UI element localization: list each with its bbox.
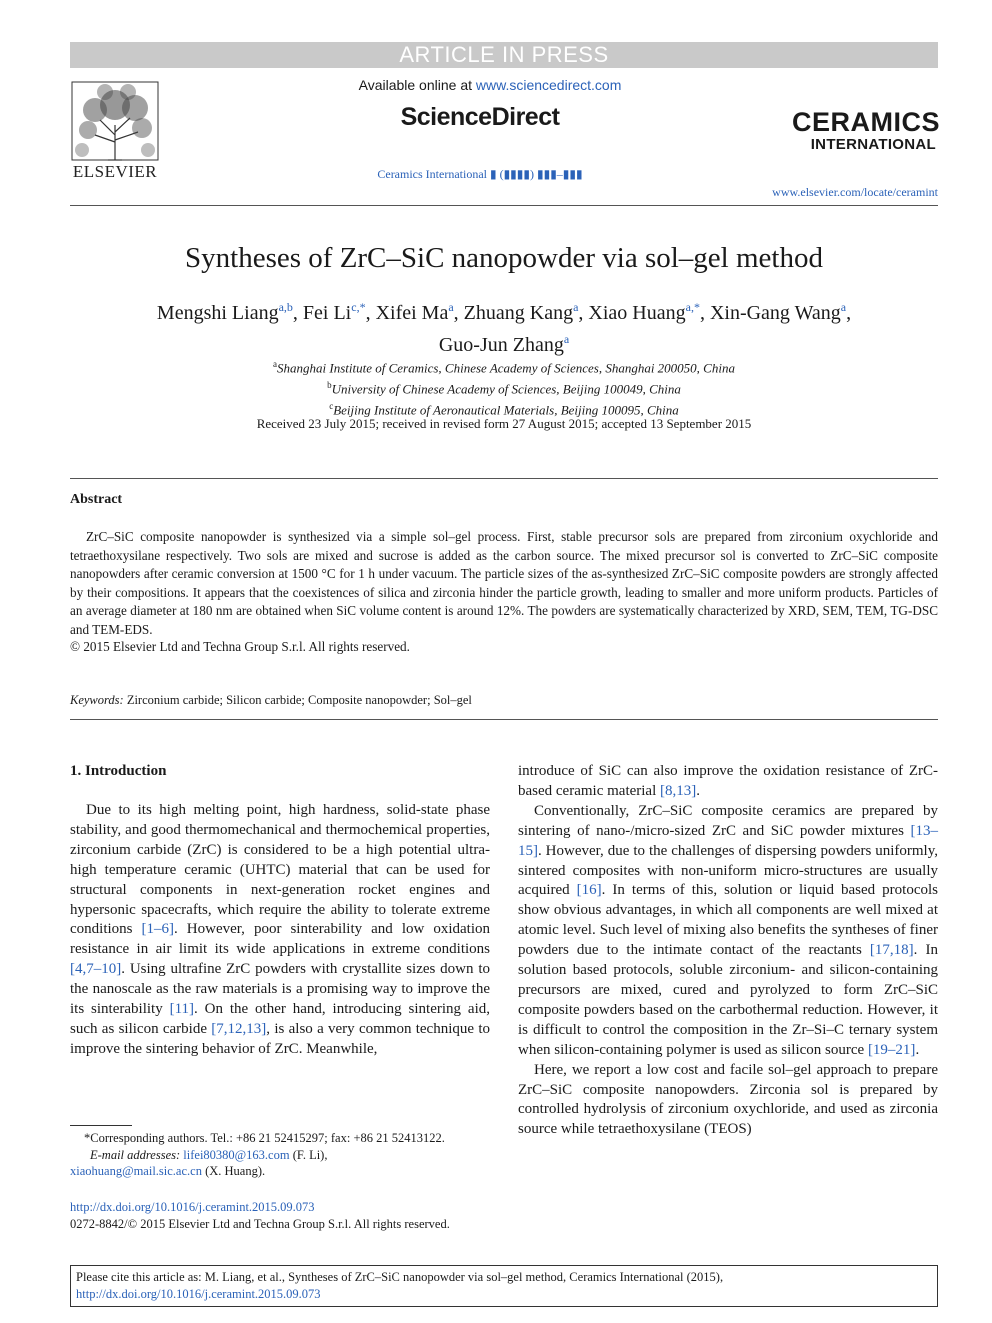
keywords-text: Zirconium carbide; Silicon carbide; Composite nanopowder; Sol–gel — [123, 693, 472, 707]
keywords — [70, 693, 938, 708]
affiliation-mark: b — [327, 379, 332, 390]
affiliation-mark: c — [329, 400, 334, 411]
body-text: . Using ultrafine ZrC powders with crystallite sizes down to the nanoscale as the raw materials is a promising way to improve the its sinterability — [70, 961, 490, 1018]
affiliation-mark: a — [273, 359, 278, 369]
author-affiliation-mark[interactable]: a — [840, 300, 847, 314]
affiliation-text: University of Chinese Academy of Sciences, Beijing 100049, China — [331, 381, 681, 397]
body-column-left — [70, 801, 490, 1060]
corresponding-authors: *Corresponding authors. Tel.: +86 21 52415297; fax: +86 21 52413122. — [84, 1131, 445, 1145]
author-name: Xin-Gang Wang — [709, 302, 841, 324]
email-label: E-mail addresses: — [90, 1147, 181, 1162]
body-text: . — [915, 1041, 920, 1058]
author-list: Mengshi Liang$^{a,b}$, Fei $Li^{c,*}$, Xifei Ma$^a$, Zhuang Kang$^a$, Xiao Huang$^{a,*}$, Xin-Gang Wang$^a$, Guo-Jun Zhang$^a$ — [156, 300, 852, 356]
journal-brand-ceramics: CERAMICS — [791, 107, 940, 137]
email-link-fli[interactable]: lifei80380@163.com — [183, 1147, 290, 1162]
email-link-xhuang[interactable]: xiaohuang@mail.sic.ac.cn — [70, 1164, 202, 1178]
affiliation-item — [70, 356, 938, 377]
email-line-2 — [70, 1163, 490, 1180]
citation-text: Please cite this article as: M. Liang, et al., Syntheses of ZrC–SiC nanopowder via sol–gel method, Ceramics International (2015), — [76, 1270, 724, 1284]
body-text: . In terms of this, solution or liquid based protocols show obvious advantages, in which all components are well mixed at atomic level. Such level of mixing also benefits the syntheses of finer powders due to the intimate contact of the reactants — [518, 882, 938, 959]
author-affiliation-mark[interactable]: a,* — [685, 300, 700, 314]
available-online — [300, 77, 680, 93]
reference-link[interactable]: [4,7–10] — [70, 961, 122, 978]
article-title: Syntheses of ZrC–SiC nanopowder via sol–gel method — [185, 242, 823, 274]
author-affiliation-mark[interactable]: c,* — [351, 300, 366, 314]
abstract-top-rule — [70, 478, 938, 479]
body-text: , is also a very common technique to improve the sintering behavior of ZrC. Meanwhile, — [70, 1020, 490, 1057]
body-text: . However, due to the challenges of dispersing powders uniformly, sintered composites with non-uniform micro-structures are usually acquired — [518, 842, 938, 899]
elsevier-wordmark: ELSEVIER — [72, 162, 158, 181]
doi-link[interactable]: http://dx.doi.org/10.1016/j.ceramint.2015.09.073 — [70, 1200, 315, 1214]
citation-doi-link[interactable]: http://dx.doi.org/10.1016/j.ceramint.2015.09.073 — [76, 1286, 321, 1301]
reference-link[interactable]: [16] — [576, 882, 602, 899]
author-name: Zhuang Kang — [463, 302, 574, 324]
author-name: Xifei Ma — [375, 302, 449, 324]
citation-box — [70, 1265, 938, 1307]
author-affiliation-mark[interactable]: a — [448, 300, 454, 314]
email-line — [70, 1147, 490, 1164]
author-name: Xiao Huang — [588, 302, 686, 324]
journal-homepage-link[interactable]: www.elsevier.com/locate/ceramint — [772, 185, 938, 199]
abstract-text: ZrC–SiC composite nanopowder is synthesized via a simple sol–gel process. First, stable precursor sols are prepared from zirconium oxychloride and tetraethoxysilane respectively. Two sols are mixed and sucrose is added as the carbon source. The mixed precursor sol is converted to ZrC–SiC composite nanopowders after ceramic conversion at 1500 °C for 1 h under vacuum. The particle sizes of the as-synthesized ZrC–SiC composite powders are strongly affected by their compositions. It appears that the coexistences of silica and zirconia hinder the particle growth, leading to smaller and more uniform products. Particles of an average diameter at 180 nm are obtained when SiC volume content is around 12%. The powders are systematically characterized by XRD, SEM, TEM, TG-DSC and TEM-EDS. — [70, 529, 938, 637]
abstract-heading: Abstract — [70, 492, 123, 507]
intro-paragraph-3 — [518, 1061, 938, 1141]
abstract-bottom-rule — [70, 719, 938, 720]
journal-citation-line[interactable]: Ceramics International ▮ (▮▮▮▮) ▮▮▮–▮▮▮ — [377, 167, 583, 181]
section-heading-introduction: 1. Introduction — [70, 763, 167, 779]
body-text: . However, poor sinterability and low oxidation resistance in air limit its wide applications in extreme conditions — [70, 921, 491, 958]
sciencedirect-logo: ScienceDirect — [400, 103, 560, 131]
body-text: Due to its high melting point, high hardness, solid-state phase stability, and good thermomechanical and thermochemical properties, zirconium carbide (ZrC) is considered to be a high potential ultra-high temperature ceramic (UHTC) material that can be used for structural components in next-generation rocket engines and hypersonic spacecrafts, which require the ability to tolerate extreme conditions — [70, 802, 490, 938]
body-text: . On the other hand, introducing sintering aid, such as silicon carbide — [70, 1001, 490, 1037]
reference-link[interactable]: [1–6] — [141, 921, 175, 938]
body-column-right — [518, 762, 938, 1140]
corresponding-footnote — [70, 1130, 490, 1180]
body-text: . — [696, 782, 701, 799]
reference-link[interactable]: [13–15] — [518, 822, 938, 859]
issn-copyright: 0272-8842/© 2015 Elsevier Ltd and Techna Group S.r.l. All rights reserved. — [70, 1216, 450, 1231]
footnote-rule — [70, 1125, 132, 1126]
abstract-copyright: © 2015 Elsevier Ltd and Techna Group S.r.l. All rights reserved. — [70, 639, 410, 654]
reference-link[interactable]: [19–21] — [867, 1041, 916, 1058]
article-in-press-banner: ARTICLE IN PRESS — [70, 42, 938, 68]
header-rule — [70, 205, 938, 206]
doi-block — [70, 1199, 490, 1232]
author-affiliation-mark[interactable]: a — [563, 332, 570, 346]
keywords-label: Keywords: — [70, 693, 124, 707]
available-prefix: Available online at — [358, 77, 476, 93]
reference-link[interactable]: [17,18] — [869, 942, 914, 959]
author-name: Mengshi Liang — [156, 302, 279, 324]
reference-link[interactable]: [7,12,13] — [211, 1020, 267, 1037]
author-name: Guo-Jun Zhang — [438, 334, 564, 356]
reference-link[interactable]: [11] — [169, 1001, 195, 1018]
affiliation-list — [70, 356, 938, 418]
intro-paragraph-1-cont — [518, 762, 938, 802]
intro-paragraph-1 — [70, 801, 490, 1060]
body-text: introduce of SiC can also improve the oxidation resistance of ZrC-based ceramic material — [518, 763, 938, 799]
journal-brand-international: INTERNATIONAL — [810, 136, 936, 153]
affiliation-item — [70, 377, 938, 398]
intro-paragraph-2 — [518, 802, 938, 1061]
body-text: Conventionally, ZrC–SiC composite ceramics are prepared by sintering of nano-/micro-sized ZrC and SiC powder mixtures — [518, 802, 938, 839]
author-affiliation-mark[interactable]: a — [573, 300, 579, 314]
author-affiliation-mark[interactable]: a,b — [278, 300, 293, 314]
email-name-fli: (F. Li), — [289, 1147, 328, 1162]
sciencedirect-link[interactable]: www.sciencedirect.com — [475, 77, 622, 93]
reference-link[interactable]: [8,13] — [660, 782, 697, 799]
affiliation-text: Shanghai Institute of Ceramics, Chinese Academy of Sciences, Shanghai 200050, China — [277, 360, 735, 376]
body-text: Here, we report a low cost and facile sol–gel approach to prepare ZrC–SiC composite nanopowders. Zirconia sol is prepared by controlled hydrolysis of zirconium oxychloride, and used as zirconia source while tetraethoxysilane (TEOS) — [518, 1061, 938, 1138]
email-name-xhuang: (X. Huang). — [201, 1164, 266, 1178]
body-text: . In solution based protocols, soluble zirconium- and silicon-containing precursors are mixed, cured and pyrolyzed to form ZrC–SiC composite powders based on the carbothermal reduction. However, it is difficult to control the composition in the Zr–Si–C ternary system when silicon-containing polymer is used as silicon source — [518, 942, 938, 1058]
affiliation-text: Beijing Institute of Aeronautical Materials, Beijing 100095, China — [333, 401, 679, 417]
author-name: Fei Li — [302, 302, 352, 324]
received-dates: Received 23 July 2015; received in revised form 27 August 2015; accepted 13 September 2015 — [256, 416, 752, 431]
